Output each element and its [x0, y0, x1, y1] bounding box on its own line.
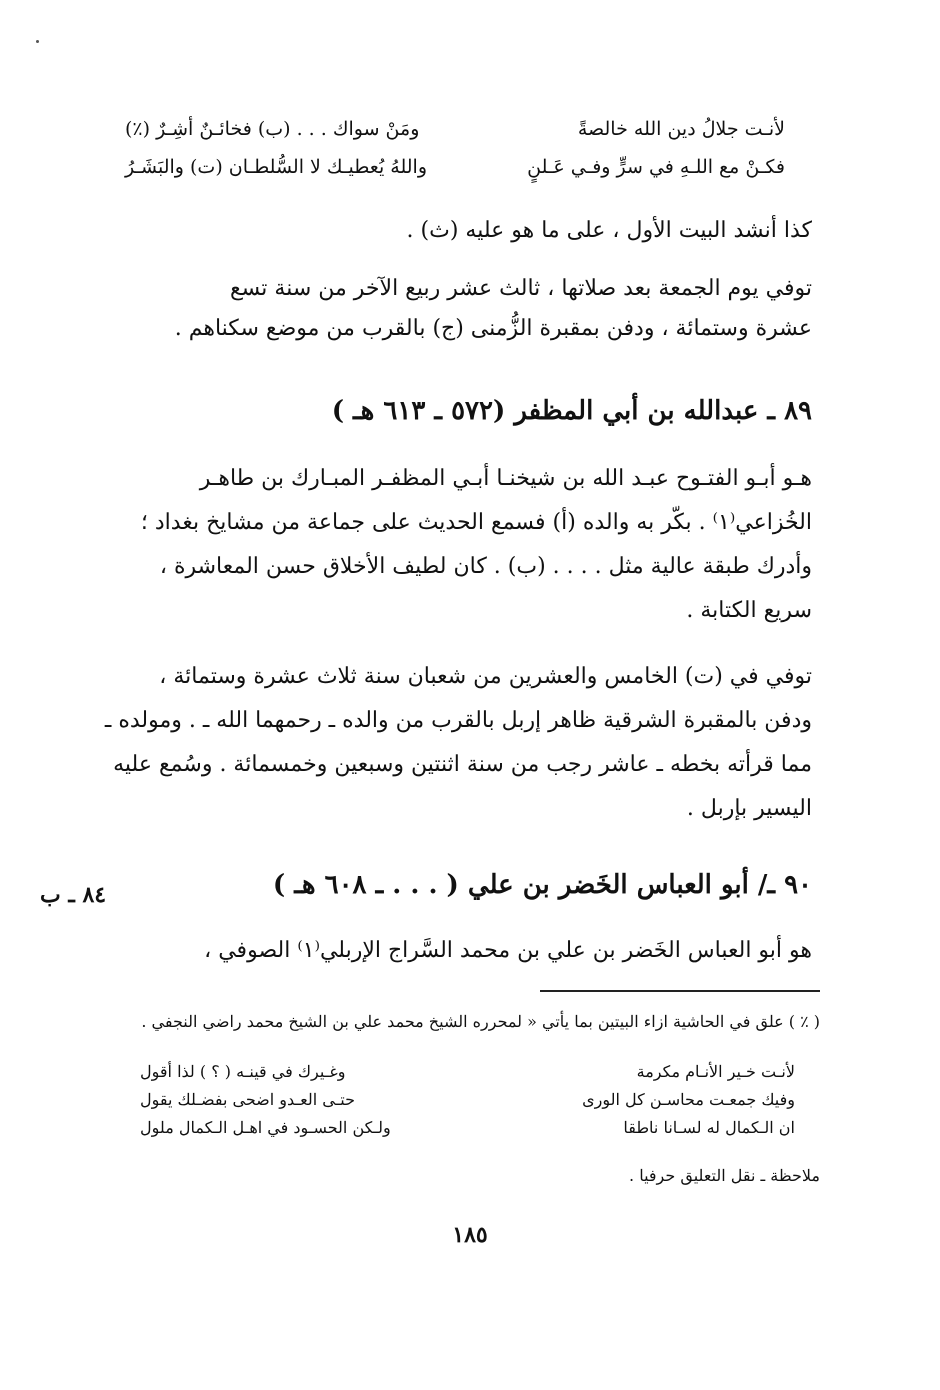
entry-heading-90: ٩٠ ـ/ أبو العباس الخَضر بن علي ( . . . ـ ٦٠٨ هـ ) [272, 870, 812, 900]
footnote-verse-right: لأنـت خـير الأنـام مكرمة [636, 1062, 795, 1081]
verse-hemistich-right: فكـنْ مع اللـهِ في سرٍّ وفـي عَـلنٍ [527, 156, 785, 178]
paragraph-line: كذا أنشد البيت الأول ، على ما هو عليه (ث) . [406, 218, 812, 243]
verse-line-1 [125, 118, 785, 152]
verse-hemistich-left: ومَنْ سواك . . . (ب) فخائـنٌ أشِـرٌ (٪) [125, 118, 420, 140]
footnote-verse-3 [140, 1118, 795, 1144]
scan-speck [36, 40, 39, 43]
paragraph-line: هـو أبـو الفتـوح عبـد الله بن شيخنـا أبـي المظفـر المبـارك بن طاهـر [199, 466, 812, 491]
paragraph-line: مما قرأته بخطه ـ عاشر رجب من سنة اثنتين وسبعين وخمسمائة . وسُمع عليه [113, 752, 812, 777]
paragraph-line: الخُزاعي⁽١⁾ . بكّر به والده (أ) فسمع الحديث على جماعة من مشايخ بغداد ؛ [140, 510, 812, 535]
footnote-verse-left: ولـكن الحسـود في اهـل الـكمال ملول [140, 1118, 391, 1137]
verse-hemistich-right: لأنـت جلالُ دين الله خالصةً [577, 118, 785, 140]
paragraph-line: هو أبو العباس الخَضر بن علي بن محمد السَّراج الإربلي⁽١⁾ الصوفي ، [204, 938, 812, 963]
paragraph-line: توفي في (ت) الخامس والعشرين من شعبان سنة ثلاث عشرة وستمائة ، [159, 664, 812, 689]
verse-hemistich-left: واللهُ يُعطيـك لا السُّلطـان (ت) والبَشَـرُ [125, 156, 427, 178]
paragraph-line: سريع الكتابة . [686, 598, 812, 623]
manuscript-folio-note: ٨٤ ـ ب [40, 882, 107, 908]
footnote-verse-left: حتـى العـدو اضحى بفضـلك يقول [140, 1090, 355, 1109]
footnote-verse-left: وغـيرك في قينـه ( ؟ ) لذا أقول [140, 1062, 346, 1081]
paragraph-line: توفي يوم الجمعة بعد صلاتها ، ثالث عشر ربيع الآخر من سنة تسع [229, 276, 812, 301]
paragraph-line: وأدرك طبقة عالية مثل . . . . (ب) . كان لطيف الأخلاق حسن المعاشرة ، [159, 554, 812, 579]
page-number: ١٨٥ [452, 1222, 488, 1248]
footnote-verse-right: وفيك جمعـت محاسـن كل الورى [582, 1090, 795, 1109]
footnote-verse-right: ان الـكمال له لسـانا ناطقا [623, 1118, 795, 1137]
footnote-remark: ملاحظة ـ نقل التعليق حرفيا . [629, 1166, 820, 1185]
footnote-verse-1 [140, 1062, 795, 1088]
entry-heading-89: ٨٩ ـ عبدالله بن أبي المظفر (٥٧٢ ـ ٦١٣ هـ ) [331, 396, 812, 426]
footnote-intro: ( ٪ ) علق في الحاشية ازاء البيتين بما يأتي « لمحرره الشيخ محمد علي بن الشيخ محمد راضي النجفي . [141, 1012, 820, 1031]
footnote-verse-2 [140, 1090, 795, 1116]
paragraph-line: اليسير بإربل . [686, 796, 812, 821]
verse-line-2 [125, 156, 785, 190]
footnote-divider [540, 990, 820, 992]
paragraph-line: ودفن بالمقبرة الشرقية ظاهر إربل بالقرب من والده ـ رحمهما الله ـ . ومولده ـ [104, 708, 812, 733]
paragraph-line: عشرة وستمائة ، ودفن بمقبرة الزُّمنى (ج) بالقرب من موضع سكناهم . [174, 316, 812, 341]
